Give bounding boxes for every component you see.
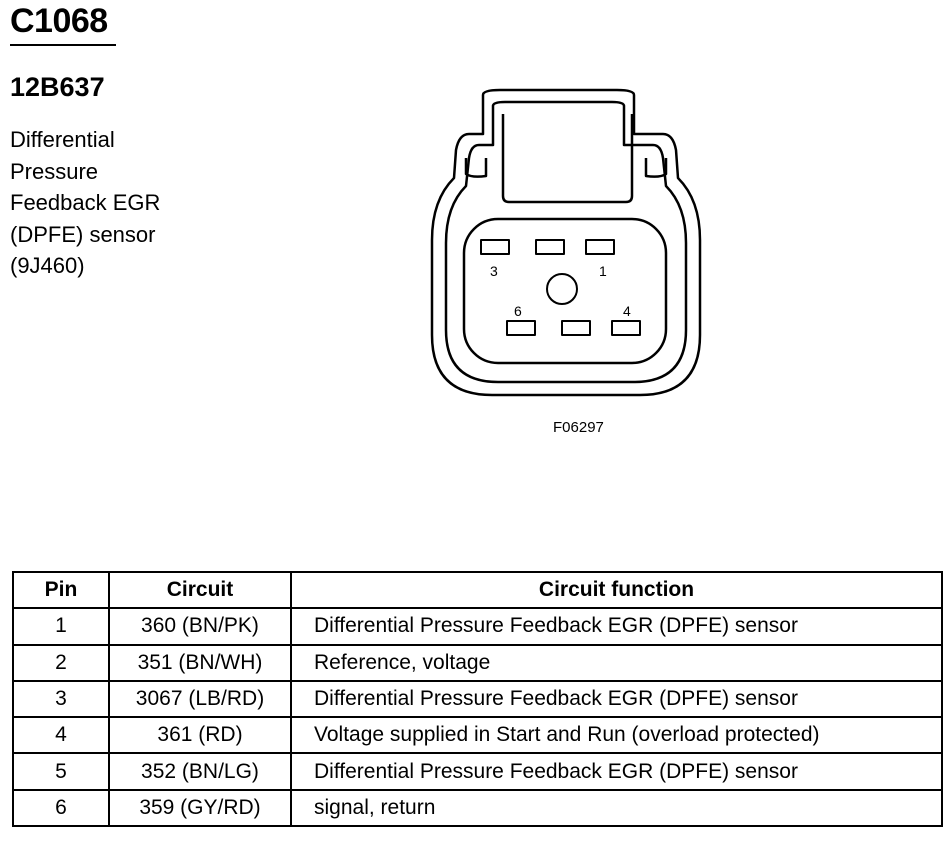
table-row <box>13 790 942 826</box>
circuit-cell: 3067 (LB/RD) <box>109 681 291 717</box>
table-row <box>13 717 942 753</box>
pin-cell: 3 <box>13 681 109 717</box>
table-row <box>13 645 942 681</box>
pin-terminal-3 <box>481 240 509 254</box>
description-line: Feedback EGR <box>10 190 161 215</box>
function-cell: Differential Pressure Feedback EGR (DPFE) sensor <box>291 608 942 644</box>
description-line: Pressure <box>10 158 99 184</box>
description-line: (9J460) <box>10 253 85 278</box>
description-line: (DPFE) sensor <box>10 221 156 247</box>
pin-terminal-4 <box>612 321 640 335</box>
circuit-cell: 351 (BN/WH) <box>109 645 291 681</box>
pinout-table <box>12 571 943 827</box>
header-pin: Pin <box>13 572 109 608</box>
description-line: Differential <box>10 127 115 152</box>
pin-terminal-5 <box>562 321 590 335</box>
table-header-row <box>13 572 942 608</box>
circuit-cell: 352 (BN/LG) <box>109 753 291 789</box>
table-row <box>13 753 942 789</box>
connector-id: C1068 <box>10 2 108 40</box>
pin-cell: 5 <box>13 753 109 789</box>
pin-cell: 2 <box>13 645 109 681</box>
function-cell: Differential Pressure Feedback EGR (DPFE) sensor <box>291 681 942 717</box>
function-cell: Reference, voltage <box>291 645 942 681</box>
header-function: Circuit function <box>291 572 942 608</box>
circuit-cell: 361 (RD) <box>109 717 291 753</box>
table-row <box>13 608 942 644</box>
pin-terminal-2 <box>536 240 564 254</box>
table-row <box>13 681 942 717</box>
center-key <box>547 274 577 304</box>
figure-code: F06297 <box>553 419 604 436</box>
pin-cell: 6 <box>13 790 109 826</box>
circuit-cell: 359 (GY/RD) <box>109 790 291 826</box>
pin-label-6: 6 <box>514 303 522 319</box>
header-circuit: Circuit <box>109 572 291 608</box>
function-cell: Voltage supplied in Start and Run (overload protected) <box>291 717 942 753</box>
pin-label-4: 4 <box>623 303 631 319</box>
pin-terminal-1 <box>586 240 614 254</box>
pin-label-1: 1 <box>599 263 607 279</box>
function-cell: Differential Pressure Feedback EGR (DPFE) sensor <box>291 753 942 789</box>
circuit-cell: 360 (BN/PK) <box>109 608 291 644</box>
pin-label-3: 3 <box>490 263 498 279</box>
pin-terminal-6 <box>507 321 535 335</box>
latch-slot <box>466 158 666 177</box>
latch-arm <box>503 114 632 202</box>
part-number: 12B637 <box>10 72 105 102</box>
pin-cell: 1 <box>13 608 109 644</box>
function-cell: signal, return <box>291 790 942 826</box>
pin-cell: 4 <box>13 717 109 753</box>
